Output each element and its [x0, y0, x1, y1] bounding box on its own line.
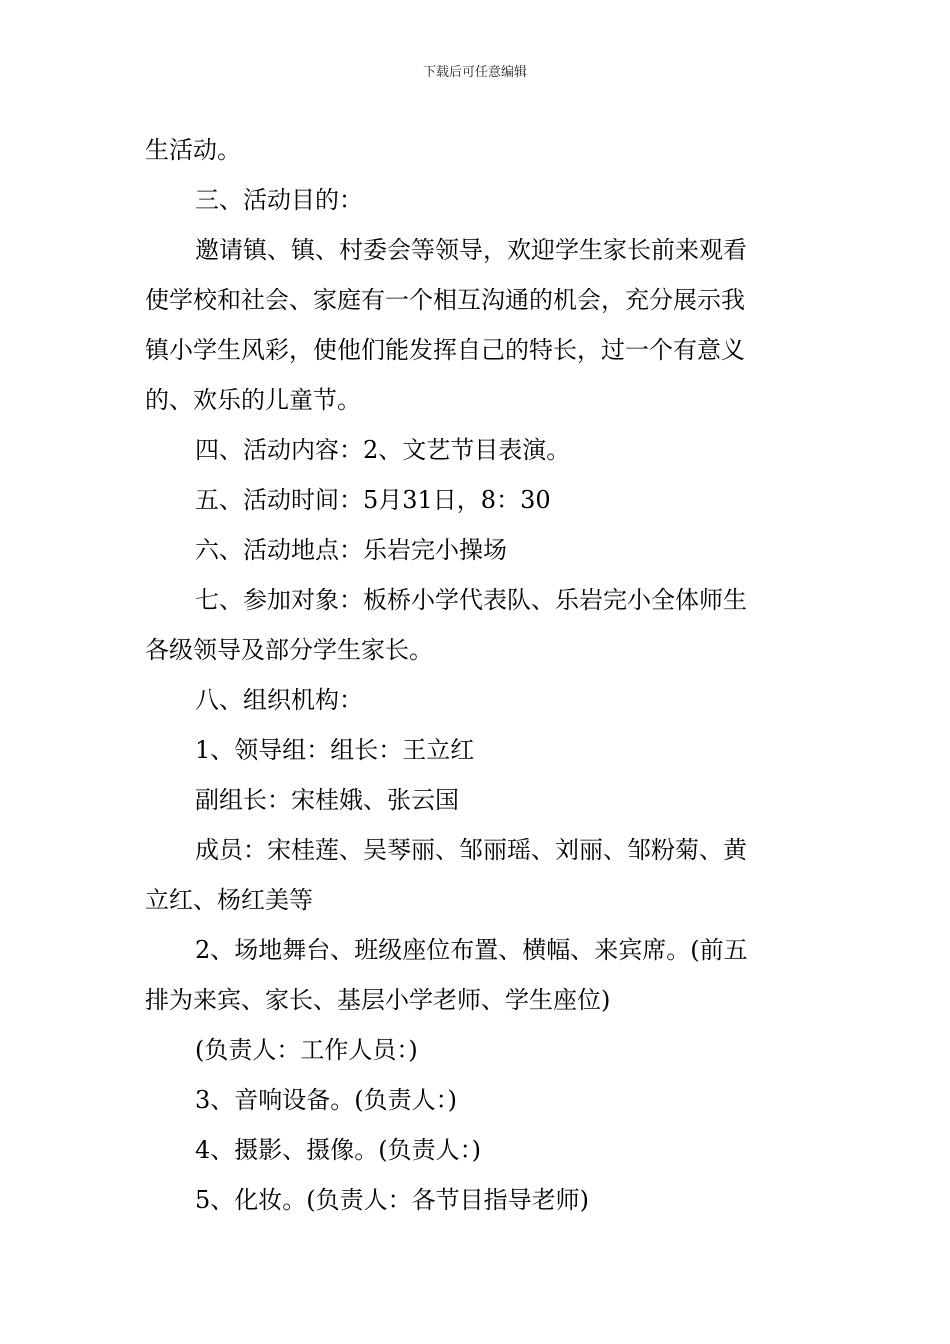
paragraph-line: 七、参加对象：板桥小学代表队、乐岩完小全体师生: [195, 586, 747, 614]
paragraph-line: 镇小学生风彩，使他们能发挥自己的特长，过一个有意义: [145, 336, 745, 364]
paragraph-line: 3、音响设备。(负责人：): [195, 1086, 457, 1114]
document-body: [145, 125, 810, 1225]
paragraph-line: 4、摄影、摄像。(负责人：): [195, 1136, 481, 1164]
paragraph-line: 三、活动目的：: [195, 186, 363, 214]
paragraph-line: 立红、杨红美等: [145, 886, 313, 914]
paragraph-line: 邀请镇、镇、村委会等领导，欢迎学生家长前来观看: [195, 236, 747, 264]
paragraph-line: 1、领导组：组长：王立红: [195, 736, 475, 764]
paragraph-line: 排为来宾、家长、基层小学老师、学生座位): [145, 986, 611, 1014]
paragraph-line: 副组长：宋桂娥、张云国: [195, 786, 459, 814]
paragraph-line: 八、组织机构：: [195, 686, 363, 714]
paragraph-line: 使学校和社会、家庭有一个相互沟通的机会，充分展示我: [145, 286, 745, 314]
paragraph-line: 成员：宋桂莲、吴琴丽、邹丽瑶、刘丽、邹粉菊、黄: [195, 836, 747, 864]
paragraph-line: (负责人：工作人员：): [195, 1036, 418, 1064]
paragraph-line: 的、欢乐的儿童节。: [145, 386, 361, 414]
paragraph-line: 2、场地舞台、班级座位布置、横幅、来宾席。(前五: [195, 936, 748, 964]
paragraph-line: 各级领导及部分学生家长。: [145, 636, 433, 664]
page-header: 下载后可任意编辑: [422, 65, 527, 80]
paragraph-line: 生活动。: [145, 136, 241, 164]
paragraph-line: 五、活动时间：5月31日，8：30: [195, 486, 551, 514]
paragraph-line: 5、化妆。(负责人：各节目指导老师): [195, 1186, 589, 1214]
paragraph-line: 六、活动地点：乐岩完小操场: [195, 536, 507, 564]
paragraph-line: 四、活动内容：2、文艺节目表演。: [195, 436, 571, 464]
